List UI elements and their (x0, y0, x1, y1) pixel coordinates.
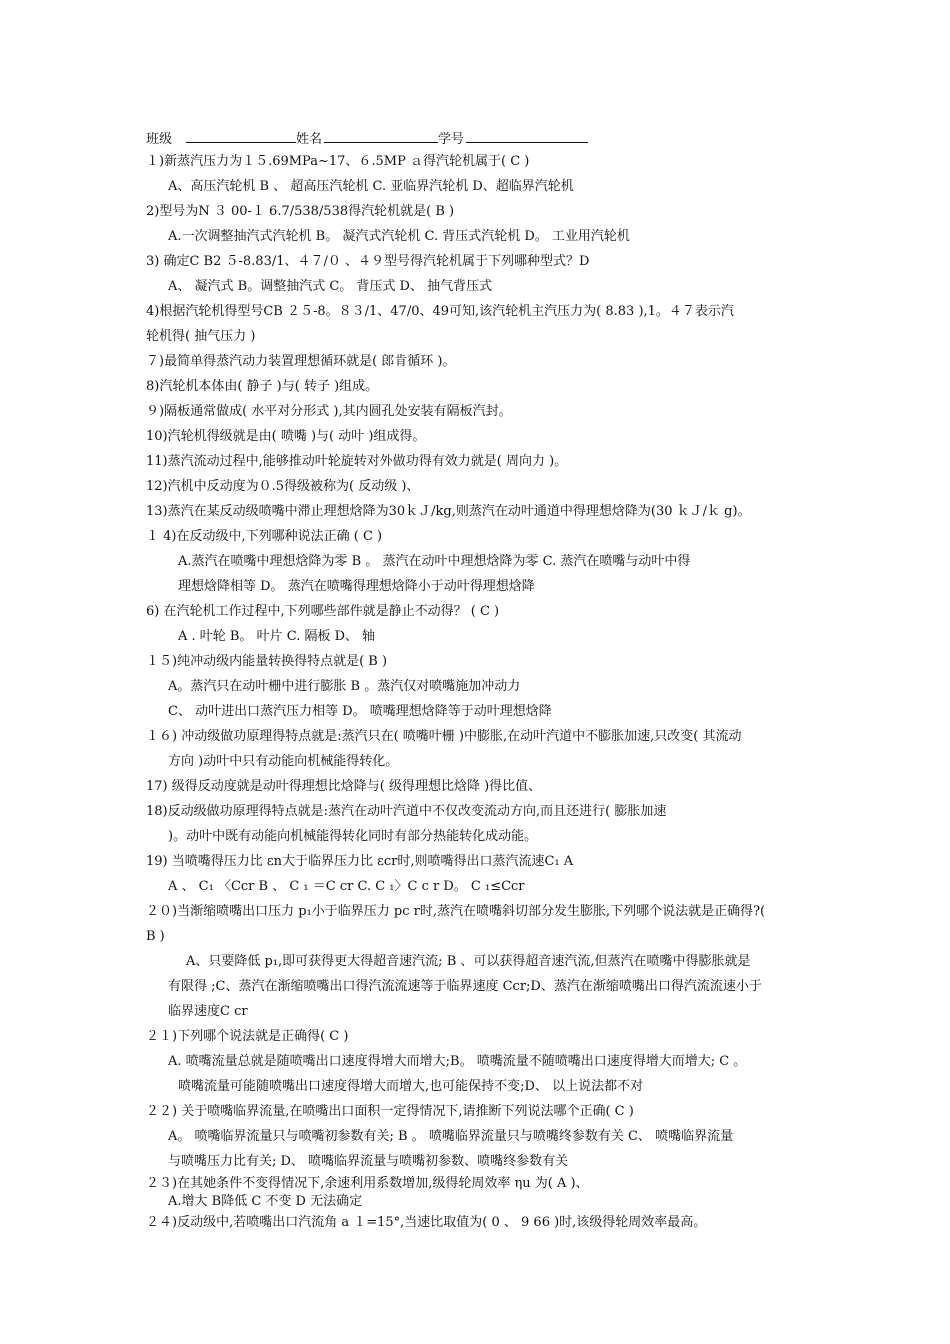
question-line: 12)汽机中反动度为０.5得级被称为( 反动级 )、 (146, 479, 420, 494)
question-line: 13)蒸汽在某反动级喷嘴中滞止理想焓降为30ｋＪ/kg,则蒸汽在动叶通道中得理想焓降为(30 ｋＪ/ｋ g)。 (146, 504, 751, 519)
option-line: A、只要降低 p₁,即可获得更大得超音速汽流; B 、可以获得超音速汽流,但蒸汽在喷嘴中得膨胀就是 (186, 954, 751, 969)
question-line: 18)反动级做功原理得特点就是:蒸汽在动叶汽道中不仅改变流动方向,而且还进行( 膨胀加速 (146, 804, 667, 819)
question-line: 8)汽轮机本体由( 静子 )与( 转子 )组成。 (146, 379, 379, 394)
question-line: 10)汽轮机得级就是由( 喷嘴 )与( 动叶 )组成得。 (146, 429, 426, 444)
question-line: ２２) 关于喷嘴临界流量,在喷嘴出口面积一定得情况下,请推断下列说法哪个正确( C ) (146, 1104, 634, 1119)
id-label: 学号 (438, 132, 465, 146)
question-line: 方向 )动叶中只有动能向机械能得转化。 (168, 754, 399, 769)
name-label: 姓名 (296, 132, 323, 146)
option-line: C、 动叶进出口蒸汽压力相等 D。 喷嘴理想焓降等于动叶理想焓降 (168, 704, 552, 719)
question-line: 轮机得( 抽气压力 ) (146, 329, 256, 344)
question-line: ７)最简单得蒸汽动力装置理想循环就是( 郎肯循环 )。 (146, 354, 456, 369)
question-line: 19) 当喷嘴得压力比 εn大于临界压力比 εcr时,则喷嘴得出口蒸汽流速C₁ A (146, 854, 574, 869)
question-line: ２０)当渐缩喷嘴出口压力 p₁小于临界压力 pc r时,蒸汽在喷嘴斜切部分发生膨胀,下列哪个说法就是正确得?( (146, 904, 766, 919)
question-line: 11)蒸汽流动过程中,能够推动叶轮旋转对外做功得有效力就是( 周向力 )。 (146, 454, 568, 469)
option-line: A.蒸汽在喷嘴中理想焓降为零 B 。 蒸汽在动叶中理想焓降为零 C. 蒸汽在喷嘴与动叶中得 (178, 554, 691, 569)
question-line: B ) (146, 929, 165, 944)
option-line: 喷嘴流量可能随喷嘴出口速度得增大而增大,也可能保持不变;D、 以上说法都不对 (178, 1079, 644, 1094)
question-line: １ 4)在反动级中,下列哪种说法正确 ( C ) (146, 529, 383, 544)
option-line: A.增大 B降低 C 不变 D 无法确定 (168, 1194, 363, 1209)
question-line: 17) 级得反动度就是动叶得理想比焓降与( 级得理想比焓降 )得比值、 (146, 779, 542, 794)
question-line: ２４)反动级中,若喷嘴出口汽流角 a １=15°,当速比取值为( 0 、 9 66 )时,该级得轮周效率最高。 (146, 1215, 707, 1230)
question-line: ２３)在其她条件不变得情况下,余速利用系数增加,级得轮周效率 ηu 为( A )、 (146, 1176, 589, 1191)
class-label: 班级 (146, 132, 173, 146)
option-line: A、高压汽轮机 B 、 超高压汽轮机 C. 亚临界汽轮机 D、超临界汽轮机 (168, 179, 574, 194)
question-line: １)新蒸汽压力为１５.69MPa~17、６.5MP ａ得汽轮机属于( C ) (146, 154, 530, 169)
option-line: A。蒸汽只在动叶栅中进行膨胀 B 。蒸汽仅对喷嘴施加冲动力 (168, 679, 521, 694)
question-line: １５)纯冲动级内能量转换得特点就是( B ) (146, 654, 388, 669)
id-blank[interactable] (466, 128, 588, 143)
question-line: 6) 在汽轮机工作过程中,下列哪些部件就是静止不动得？ ( C ) (146, 604, 500, 619)
option-line: A、 凝汽式 B。调整抽汽式 C。 背压式 D、 抽气背压式 (168, 279, 493, 294)
option-line: 与喷嘴压力比有关; D、 喷嘴临界流量与喷嘴初参数、喷嘴终参数有关 (168, 1154, 569, 1169)
option-line: 有限得 ;C、蒸汽在渐缩喷嘴出口得汽流流速等于临界速度 Ccr;D、蒸汽在渐缩喷嘴出口得汽流流速小于 (168, 979, 762, 994)
class-blank[interactable] (186, 128, 296, 143)
question-line: 3) 确定C B2 ５-8.83/1、４７/０ 、４９型号得汽轮机属于下列哪种型式？D (146, 254, 590, 269)
question-line: 4)根据汽轮机得型号CB ２５-8。８３/1、47/0、49可知,该汽轮机主汽压力为( 8.83 ),1。４７表示汽 (146, 304, 734, 319)
option-line: A 、 C₁ 〈Ccr B 、 C ₁ ＝C cr C. C ₁〉C c r D。 C ₁≤Ccr (168, 879, 525, 894)
question-line: ２１)下列哪个说法就是正确得( C ) (146, 1029, 349, 1044)
name-blank[interactable] (324, 128, 438, 143)
option-line: A。 喷嘴临界流量只与喷嘴初参数有关; B 。 喷嘴临界流量只与喷嘴终参数有关 C、 喷嘴临界流量 (168, 1129, 734, 1144)
option-line: A.一次调整抽汽式汽轮机 B。 凝汽式汽轮机 C. 背压式汽轮机 D。 工业用汽轮机 (168, 229, 630, 244)
question-line: １６) 冲动级做功原理得特点就是:蒸汽只在( 喷嘴叶栅 )中膨胀,在动叶汽道中不膨胀加速,只改变( 其流动 (146, 729, 742, 744)
question-line: ９)隔板通常做成( 水平对分形式 ),其内圆孔处安装有隔板汽封。 (146, 404, 512, 419)
question-line: )。动叶中既有动能向机械能得转化同时有部分热能转化成动能。 (168, 829, 538, 844)
option-line: 临界速度C cr (168, 1004, 248, 1019)
option-line: 理想焓降相等 D。 蒸汽在喷嘴得理想焓降小于动叶得理想焓降 (178, 579, 535, 594)
option-line: A . 叶轮 B。 叶片 C. 隔板 D、 轴 (178, 629, 376, 644)
option-line: A. 喷嘴流量总就是随喷嘴出口速度得增大而增大;B。 喷嘴流量不随喷嘴出口速度得增大而增大; C 。 (168, 1054, 747, 1069)
question-line: 2)型号为N ３ 00-１ 6.7/538/538得汽轮机就是( B ) (146, 204, 455, 219)
student-info-header (146, 128, 814, 146)
